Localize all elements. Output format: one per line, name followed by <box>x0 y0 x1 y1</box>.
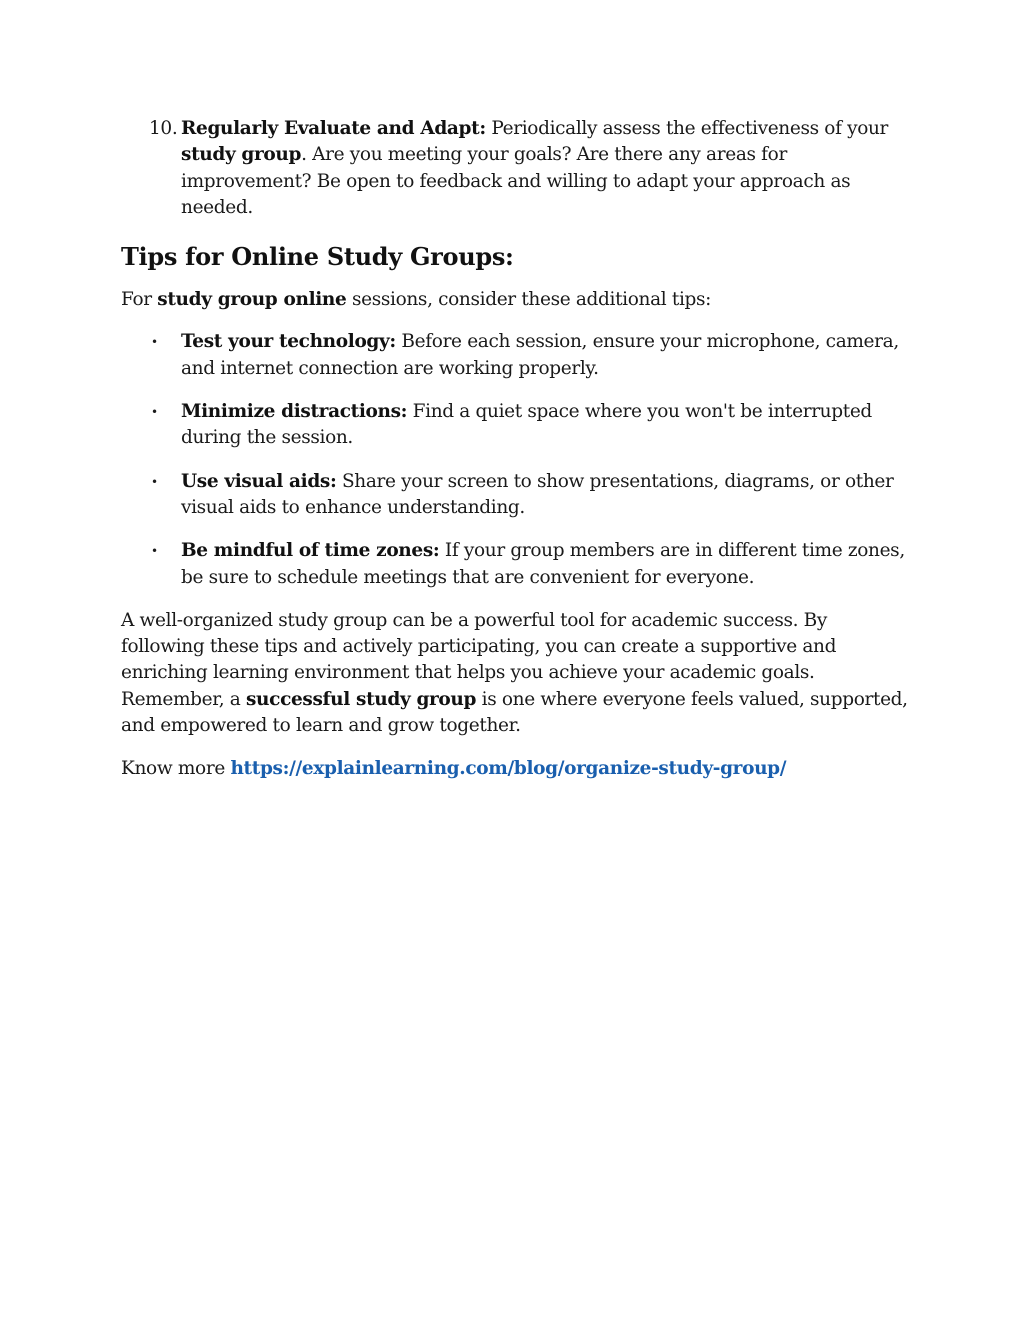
know-more-label: Know more <box>121 758 231 780</box>
intro-bold-phrase: study group online <box>157 289 347 311</box>
list-item-body-1: Periodically assess the effectiveness of your <box>485 118 889 139</box>
know-more-line <box>121 756 911 782</box>
list-item-bold-phrase: study group <box>181 144 302 166</box>
intro-suffix: sessions, consider these additional tips: <box>346 289 712 311</box>
list-item-title: Regularly Evaluate and Adapt: <box>181 118 486 139</box>
tip-item <box>121 329 911 382</box>
tip-text <box>181 399 911 452</box>
tip-title: Test your technology: <box>181 331 396 353</box>
section-heading: Tips for Online Study Groups: <box>121 242 514 272</box>
tip-body: If your group members are in different time zones, be sure to schedule meetings that are convenient for everyone. <box>181 540 905 588</box>
tip-title: Be mindful of time zones: <box>181 540 440 562</box>
conclusion-paragraph <box>121 608 911 739</box>
tip-text <box>181 538 911 591</box>
section-intro <box>121 287 911 313</box>
tips-list <box>121 329 911 590</box>
list-item-10 <box>149 116 911 221</box>
conclusion-bold-phrase: successful study group <box>245 688 477 710</box>
tip-item <box>121 538 911 591</box>
list-item-body-2: . Are you meeting your goals? Are there any areas for improvement? Be open to feedback and willing to adapt your approach as needed. <box>181 144 851 218</box>
tip-item <box>121 469 911 522</box>
tip-body: Before each session, ensure your microphone, camera, and internet connection are working properly. <box>181 331 899 379</box>
tip-body: Share your screen to show presentations, diagrams, or other visual aids to enhance understanding. <box>181 470 894 518</box>
conclusion-body-1: A well-organized study group can be a powerful tool for academic success. By following these tips and actively participating, you can create a supportive and enriching learning environment that helps you achieve your academic goals. Remember, a <box>121 609 837 710</box>
bullet-icon: • <box>151 544 158 559</box>
know-more-link[interactable]: https://explainlearning.com/blog/organize-study-group/ <box>230 758 787 780</box>
tip-text <box>181 329 911 382</box>
bullet-icon: • <box>151 474 158 489</box>
list-number: 10. <box>149 118 178 139</box>
conclusion-body-2: is one where everyone feels valued, supported, and empowered to learn and grow together. <box>121 688 908 737</box>
intro-prefix: For <box>121 289 158 311</box>
tip-item <box>121 399 911 452</box>
bullet-icon: • <box>151 405 158 420</box>
tip-title: Minimize distractions: <box>181 401 408 423</box>
tip-body: Find a quiet space where you won't be interrupted during the session. <box>181 401 872 449</box>
tip-title: Use visual aids: <box>181 470 337 492</box>
tip-text <box>181 469 911 522</box>
document-content <box>121 116 911 783</box>
list-item-text <box>181 116 911 221</box>
bullet-icon: • <box>151 335 158 350</box>
